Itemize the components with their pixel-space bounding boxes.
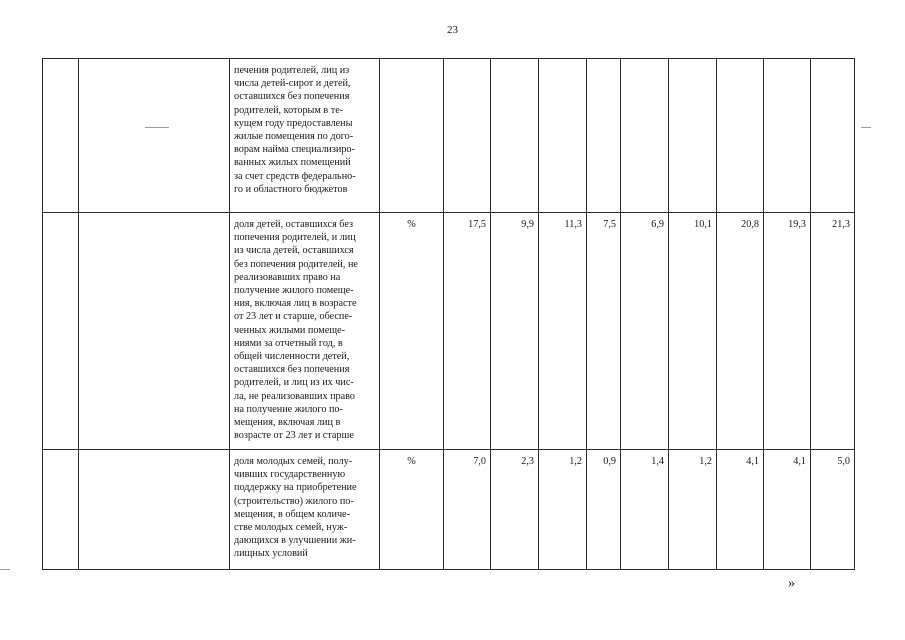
table-row [43,213,855,450]
value-cell [621,59,669,213]
value-cell: 1,4 [621,450,669,570]
unit-cell: % [380,213,444,450]
value-cell: 6,9 [621,213,669,450]
value-cell [539,59,587,213]
row-number-cell [43,59,79,213]
value-cell [669,59,717,213]
value-cell: 4,1 [717,450,764,570]
row-number-cell [43,213,79,450]
table-row [43,450,855,570]
value-cell: 4,1 [764,450,811,570]
scan-artifact [0,569,10,570]
unit-cell: % [380,450,444,570]
value-cell: 0,9 [587,450,621,570]
indicator-description: доля детей, оставшихся без попечения родителей, и лиц из числа детей, оставшихся без попечения родителей, не реализовавших право на получение жилого помеще- ния, включая лиц в возрасте от 23 лет и старше, обеспе- ченных жилыми помеще- ниями за отчетный год, в общей численности детей, оставшихся без попечения родителей, и лиц из их чис- ла, не реализовавших право на получение жилого по- мещения, включая лиц в возрасте от 23 лет и старше [230,213,380,450]
value-cell: 19,3 [764,213,811,450]
value-cell: 17,5 [444,213,491,450]
indicator-table [42,58,855,570]
value-cell [491,59,539,213]
value-cell: 11,3 [539,213,587,450]
value-cell: 7,5 [587,213,621,450]
value-cell: 21,3 [811,213,855,450]
indicator-description: печения родителей, лиц из числа детей-сирот и детей, оставшихся без попечения родителей, которым в те- кущем году предоставлены жилые помещения по дого- ворам найма специализиро- ванных жилых помещений за счет средств федерально- го и областного бюджетов [230,59,380,213]
value-cell [717,59,764,213]
value-cell: 1,2 [539,450,587,570]
unit-cell [380,59,444,213]
value-cell [811,59,855,213]
indicator-description: доля молодых семей, полу- чивших государственную поддержку на приобретение (строительство) жилого по- мещения, в общем количе- стве молодых семей, нуж- дающихся в улучшении жи- лищных условий [230,450,380,570]
program-name-cell [79,213,230,450]
value-cell: 9,9 [491,213,539,450]
value-cell: 20,8 [717,213,764,450]
value-cell: 1,2 [669,450,717,570]
program-name-cell [79,450,230,570]
value-cell: 10,1 [669,213,717,450]
row-number-cell [43,450,79,570]
value-cell [587,59,621,213]
closing-quote-mark: » [788,576,795,591]
scan-artifact [861,127,871,128]
table-row [43,59,855,213]
value-cell: 7,0 [444,450,491,570]
value-cell: 2,3 [491,450,539,570]
value-cell: 5,0 [811,450,855,570]
page-number: 23 [447,24,458,36]
value-cell [764,59,811,213]
program-name-cell [79,59,230,213]
value-cell [444,59,491,213]
